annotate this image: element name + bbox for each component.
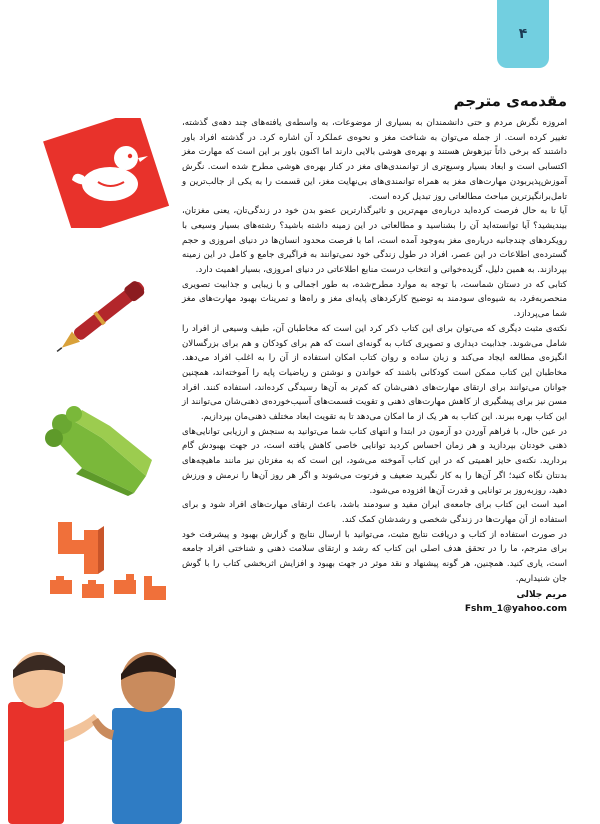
paragraph: نکته‌ی مثبت دیگری که می‌توان برای این کتاب ذکر کرد این است که مخاطبان آن، طیف وسیعی از افراد را شامل می‌شوند. جذابیت دیداری و تصویری کتاب به گونه‌ای است که هم برای کودکان و هم برای بزرگسالان انگیزه‌ی مطالعه ایجاد می‌کند و زبان ساده و روان کتاب امکان استفاده از آن را به اغلب افراد می‌دهد. مخاطبان این کتاب ممکن است کودکانی باشند که خواندن و نوشتن و ریاضیات پایه را آموخته‌اند، همچنین جوانان می‌توانند برای ارتقای مهارت‌های ذهنی‌شان که کم‌تر به آن‌ها رسیدگی کرده‌اند، استفاده کنند. افراد مسن نیز برای پیشگیری از کاهش مهارت‌های ذهنی و تقویت قسمت‌های آسیب‌خورده‌ی ذهنی‌شان می‌توانند از این کتاب بهره ببرند. این کتاب به هر یک از ما امکان می‌دهد تا به تقویت ابعاد مختلف ذهنی‌مان بپردازیم. <box>182 323 567 423</box>
paragraph: آیا تا به حال فرصت کرده‌اید درباره‌ی مهم‌ترین و تاثیرگذارترین عضو بدن خود در زندگی‌تان، یعنی مغزتان، بیندیشید؟ آیا توانسته‌اید آن را بشناسید و مطالعاتی در این زمینه داشته باشید؟ رشته‌های بسیار وسیعی با رویکردهای چندجانبه درباره‌ی مغز به‌وجود آمده است، اما با فرصت محدود انسان‌ها در دنیای امروزی و حجم گسترده‌ی اطلاعات در این عصر، افراد در طول زندگی خود نمی‌توانند به فراگیری جامع و کامل در این زمینه بپردازند. به همین دلیل، گزیده‌خوانی و انتخاب درست منابع اطلاعاتی در دنیای امروزی، بسیار اهمیت دارد. <box>182 206 567 276</box>
two-people-illustration <box>0 640 190 824</box>
page-number-badge <box>497 0 549 68</box>
translator-signature: مریم جلالی <box>516 589 567 600</box>
paragraph: امروزه نگرش مردم و حتی دانشمندان به بسیاری از موضوعات، به واسطه‌ی یافته‌های چند دهه‌ی گذشته، تغییر کرده است. از جمله می‌توان به شناخت مغز و نحوه‌ی عملکرد آن اشاره کرد. در گذشته افراد باور داشتند که برخی ذاتاً تیزهوش هستند و بهره‌ی هوشی بالایی دارند اما اکنون باور بر این است که مهارت مغز اکتسابی است و ابعاد بسیار وسیع‌تری از توانمندی‌های مغز در کنار بهره‌ی هوشی مطرح شده است. نگرش آموزش‌پذیربودن مهارت‌های مغز به همراه توانمندی‌های بی‌نهایت مغز، این قسمت را به یکی از جالب‌ترین و تامل‌برانگیزترین مباحث مطالعاتی روز تبدیل کرده است. <box>182 118 567 202</box>
paragraph: در صورت استفاده از کتاب و دریافت نتایج مثبت، می‌توانید با ارسال نتایج و گزارش بهبود و پیشرفت خود برای مترجم، ما را در تحقق هدف اصلی این کتاب که رشد و ارتقای سلامت ذهنی و شناختی افراد جامعه است، یاری کنید. همچنین، هر گونه پیشنهاد و نقد موثر در جهت بهبود و افزایش اثربخشی کتاب را با گوش جان شنیداریم. <box>182 529 567 584</box>
fountain-pen-illustration <box>40 262 180 362</box>
paragraph: امید است این کتاب برای جامعه‌ی ایران مفید و سودمند باشد، باعث ارتقای مهارت‌های افراد شود و برای استفاده از آن مهارت‌ها در زندگی شخصی و رشدشان کمک کند. <box>182 500 567 525</box>
paragraph: در عین حال، با فراهم آوردن دو آزمون در ابتدا و انتهای کتاب شما می‌توانید به سنجش و ارزیابی توانایی‌های ذهنی خودتان بپردازید و هر زمان احساس کردید توانایی خاصی کاهش یافته است، در جهت بهبودش گام بردارید. نکته‌ی حایز اهمیتی که در این کتاب آموخته می‌شود، این است که به مغزتان نیز مانند ماهیچه‌های بدنتان نگاه کنید؛ اگر آن‌ها را به کار نگیرید ضعیف و فرتوت می‌شوند و اگر هر روز آن‌ها را نرمش و ورزش دهید، روزبه‌روز بر توانایی و قدرت آن‌ها افزوده می‌شود. <box>182 426 567 496</box>
article <box>182 92 567 616</box>
page-number: ۴ <box>518 26 528 42</box>
paragraph: کتابی که در دستان شماست، با توجه به موارد مطرح‌شده، به طور اجمالی و با زیبایی و جذابیت تصویری منحصربه‌فرد، به شیوه‌ای سودمند به توضیح کارکردهای پایه‌ای مغز و راه‌ها و تمرینات بهبود مهارت‌های مغز شما می‌پردازد. <box>182 279 567 320</box>
celery-illustration <box>42 398 162 498</box>
article-title: مقدمه‌ی مترجم <box>453 92 567 110</box>
number-four-blocks-illustration <box>44 520 174 615</box>
rubber-duck-illustration <box>38 118 178 228</box>
translator-email[interactable]: Fshm_1@yahoo.com <box>464 603 567 614</box>
